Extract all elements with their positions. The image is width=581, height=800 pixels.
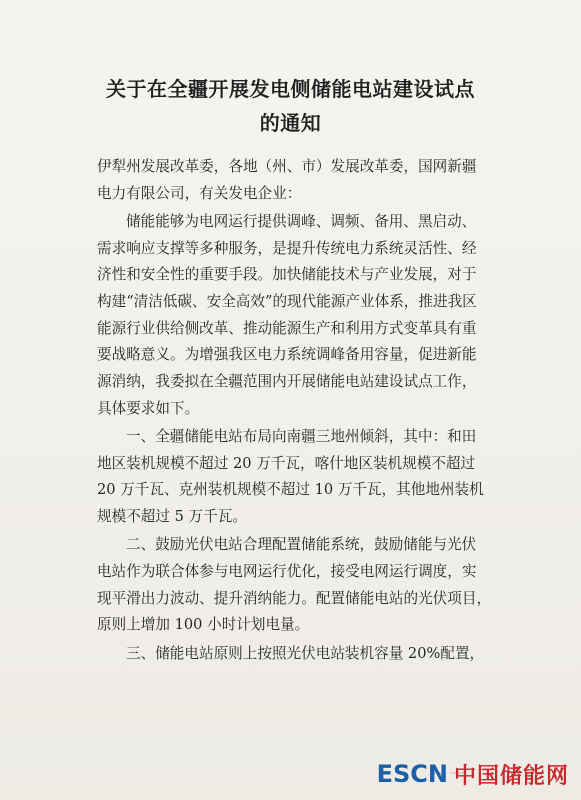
text-line: 二、鼓励光伏电站合理配置储能系统，鼓励储能与光伏 [126,536,477,554]
text-line: 原则上增加 100 小时计划电量。 [97,616,310,634]
addressee-paragraph [97,154,497,207]
text-line: 20 万千瓦、克州装机规模不超过 10 万千瓦，其他地州装机 [97,481,484,499]
text-line: 电力有限公司，有关发电企业： [97,184,302,202]
text-line: 能源行业供给侧改革、推动能源生产和利用方式变革具有重 [97,319,477,337]
text-line: 源消纳，我委拟在全疆范围内开展储能电站建设试点工作， [97,373,477,391]
text-line: 具体要求如下。 [97,399,200,417]
text-line: 地区装机规模不超过 20 万千瓦，喀什地区装机规模不超过 [97,454,476,472]
text-line: 规模不超过 5 万千瓦。 [97,508,247,526]
document-title [0,72,581,140]
item-three-paragraph [97,641,497,668]
text-line: 需求响应支撑等多种服务，是提升传统电力系统灵活性、经 [97,239,477,257]
text-line: 储能能够为电网运行提供调峰、调频、备用、黑启动、 [126,212,477,230]
title-line-2: 的通知 [259,111,322,135]
text-line: 伊犁州发展改革委，各地（州、市）发展改革委，国网新疆 [97,158,477,175]
escn-watermark [377,758,569,790]
text-line: 要战略意义。为增强我区电力系统调峰备用容量，促进新能 [97,346,477,364]
watermark-latin: ESCN [376,760,448,788]
text-line: 济性和安全性的重要手段。加快储能技术与产业发展，对于 [97,266,477,284]
intro-paragraph [97,209,497,423]
item-two-paragraph [97,532,497,639]
text-line: 现平滑出力波动、提升消纳能力。配置储能电站的光伏项目， [97,589,492,607]
text-line: 电站作为联合体参与电网运行优化，接受电网运行调度，实 [97,563,477,581]
watermark-chinese: 中国储能网 [453,763,569,789]
text-line: 三、储能电站原则上按照光伏电站装机容量 20%配置， [126,644,485,662]
title-line-1: 关于在全疆开展发电侧储能电站建设试点 [106,77,475,101]
text-line: 一、全疆储能电站布局向南疆三地州倾斜，其中：和田 [126,428,477,446]
text-line: 构建“清洁低碳、安全高效”的现代能源产业体系，推进我区 [97,293,477,311]
item-one-paragraph [97,424,497,531]
document-body [97,154,497,669]
